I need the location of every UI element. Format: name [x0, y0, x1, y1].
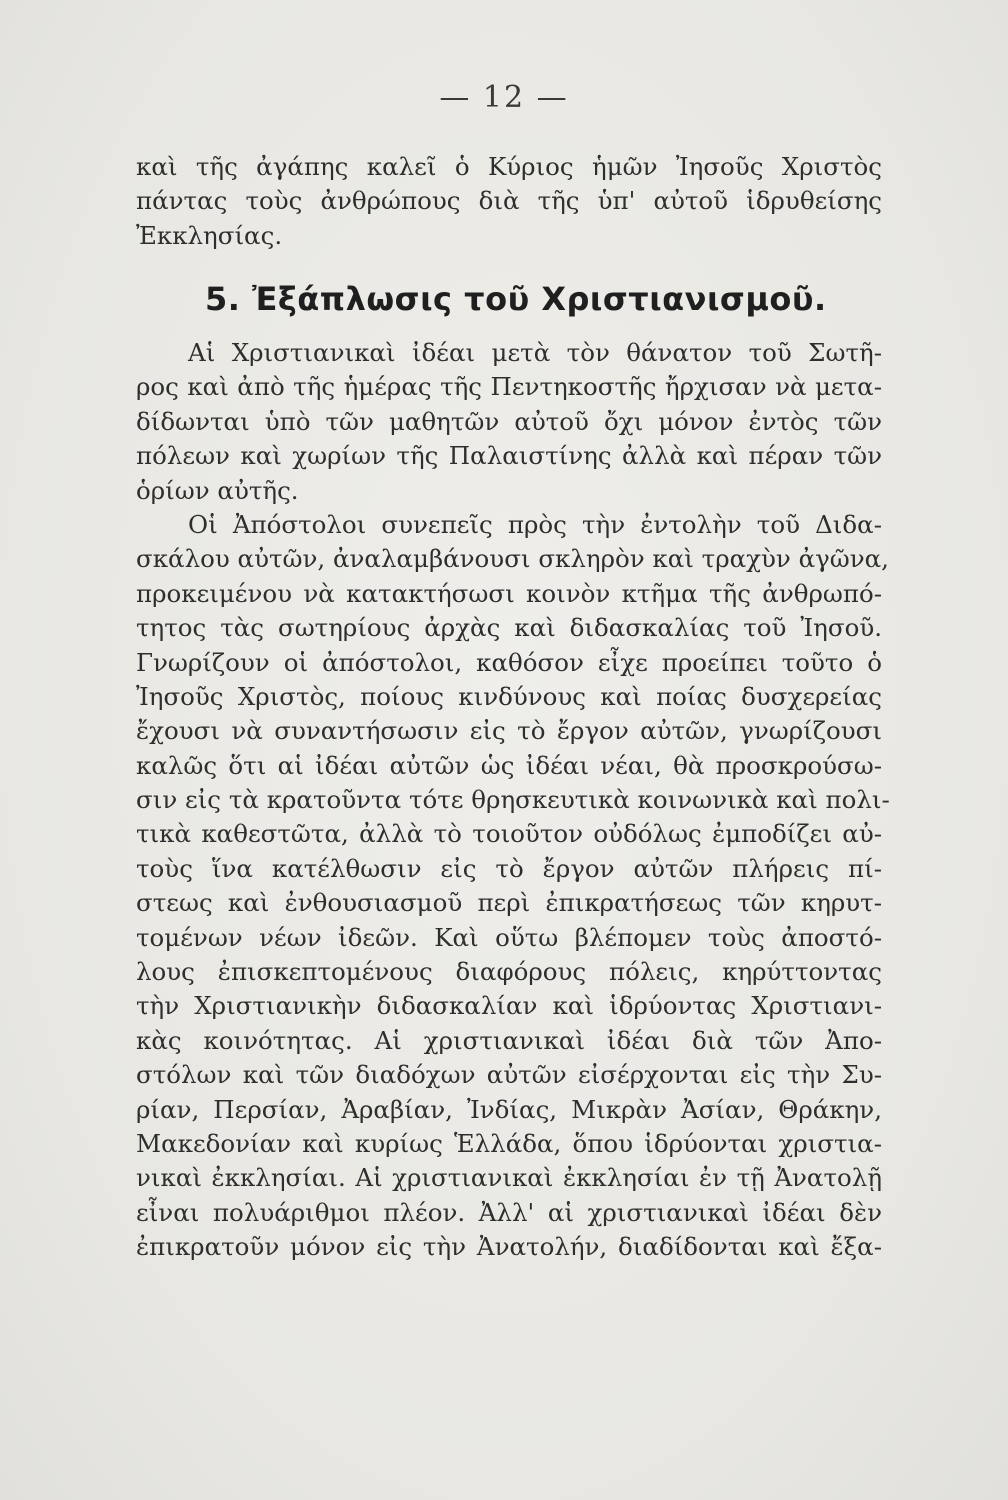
text-line: ἔχουσι νὰ συναντήσωσιν εἰς τὸ ἔργον αὐτῶν, γνωρίζουσι [136, 716, 882, 746]
text-line: Ἐκκλησίας. [136, 220, 283, 250]
text-line: δίδωνται ὑπὸ τῶν μαθητῶν αὐτοῦ ὄχι μόνον ἐντὸς τῶν [136, 406, 882, 436]
body-text [136, 336, 890, 1265]
text-line: ἐπικρατοῦν μόνον εἰς τὴν Ἀνατολήν, διαδίδονται καὶ ἔξα- [136, 1232, 882, 1262]
text-line: ρος καὶ ἀπὸ τῆς ἡμέρας τῆς Πεντηκοστῆς ἤρχισαν νὰ μετα- [136, 372, 882, 402]
text-line: τητος τὰς σωτηρίους ἀρχὰς καὶ διδασκαλίας τοῦ Ἰησοῦ. [136, 613, 882, 643]
text-line: στεως καὶ ἐνθουσιασμοῦ περὶ ἐπικρατήσεως τῶν κηρυτ- [136, 888, 882, 918]
text-line: πάντας τοὺς ἀνθρώπους διὰ τῆς ὑπ' αὐτοῦ ἱδρυθείσης [136, 186, 882, 216]
text-line: Ἰησοῦς Χριστὸς, ποίους κινδύνους καὶ ποίας δυσχερείας [136, 681, 882, 711]
text-line: Μακεδονίαν καὶ κυρίως Ἑλλάδα, ὅπου ἱδρύονται χριστια- [136, 1128, 882, 1158]
intro-paragraph [136, 150, 882, 253]
text-line: Αἱ Χριστιανικαὶ ἰδέαι μετὰ τὸν θάνατον τοῦ Σωτῆ- [188, 338, 882, 367]
text-line: στόλων καὶ τῶν διαδόχων αὐτῶν εἰσέρχονται εἰς τὴν Συ- [136, 1060, 882, 1090]
text-line: σκάλου αὐτῶν, ἀναλαμβάνουσι σκληρὸν καὶ τραχὺν ἀγῶνα, [136, 544, 889, 574]
text-line: κὰς κοινότητας. Αἱ χριστιανικαὶ ἰδέαι διὰ τῶν Ἀπο- [136, 1025, 882, 1055]
text-line: τομένων νέων ἰδεῶν. Καὶ οὕτω βλέπομεν τοὺς ἀποστό- [136, 922, 882, 952]
text-line: καὶ τῆς ἀγάπης καλεῖ ὁ Κύριος ἡμῶν Ἰησοῦς Χριστὸς [136, 152, 882, 181]
text-line: σιν εἰς τὰ κρατοῦντα τότε θρησκευτικὰ κοινωνικὰ καὶ πολι- [136, 785, 890, 815]
text-line: Οἱ Ἀπόστολοι συνεπεῖς πρὸς τὴν ἐντολὴν τοῦ Διδα- [188, 509, 882, 539]
text-line: ρίαν, Περσίαν, Ἀραβίαν, Ἰνδίας, Μικρὰν Ἀσίαν, Θράκην, [136, 1094, 882, 1124]
text-line: καλῶς ὅτι αἱ ἰδέαι αὐτῶν ὡς ἰδέαι νέαι, θὰ προσκρούσω- [136, 750, 882, 780]
text-line: Γνωρίζουν οἱ ἀπόστολοι, καθόσον εἶχε προείπει τοῦτο ὁ [136, 647, 882, 677]
text-line: τοὺς ἵνα κατέλθωσιν εἰς τὸ ἔργον αὐτῶν πλήρεις πί- [136, 853, 882, 883]
section-heading: 5. Ἐξάπλωσις τοῦ Χριστιανισμοῦ. [205, 280, 827, 318]
text-line: λους ἐπισκεπτομένους διαφόρους πόλεις, κηρύττοντας [136, 957, 882, 987]
text-line: τὴν Χριστιανικὴν διδασκαλίαν καὶ ἱδρύοντας Χριστιανι- [136, 991, 882, 1021]
text-line: εἶναι πολυάριθμοι πλέον. Ἀλλ' αἱ χριστιανικαὶ ἰδέαι δὲν [136, 1197, 882, 1227]
text-line: ὁρίων αὐτῆς. [136, 475, 299, 505]
page-number: — 12 — [439, 80, 569, 115]
text-line: πόλεων καὶ χωρίων τῆς Παλαιστίνης ἀλλὰ καὶ πέραν τῶν [136, 441, 882, 471]
text-line: τικὰ καθεστῶτα, ἀλλὰ τὸ τοιοῦτον οὐδόλως ἐμποδίζει αὐ- [136, 819, 882, 849]
text-line: νικαὶ ἐκκλησίαι. Αἱ χριστιανικαὶ ἐκκλησίαι ἐν τῇ Ἀνατολῇ [136, 1163, 882, 1193]
text-line: προκειμένου νὰ κατακτήσωσι κοινὸν κτῆμα τῆς ἀνθρωπό- [136, 578, 882, 608]
